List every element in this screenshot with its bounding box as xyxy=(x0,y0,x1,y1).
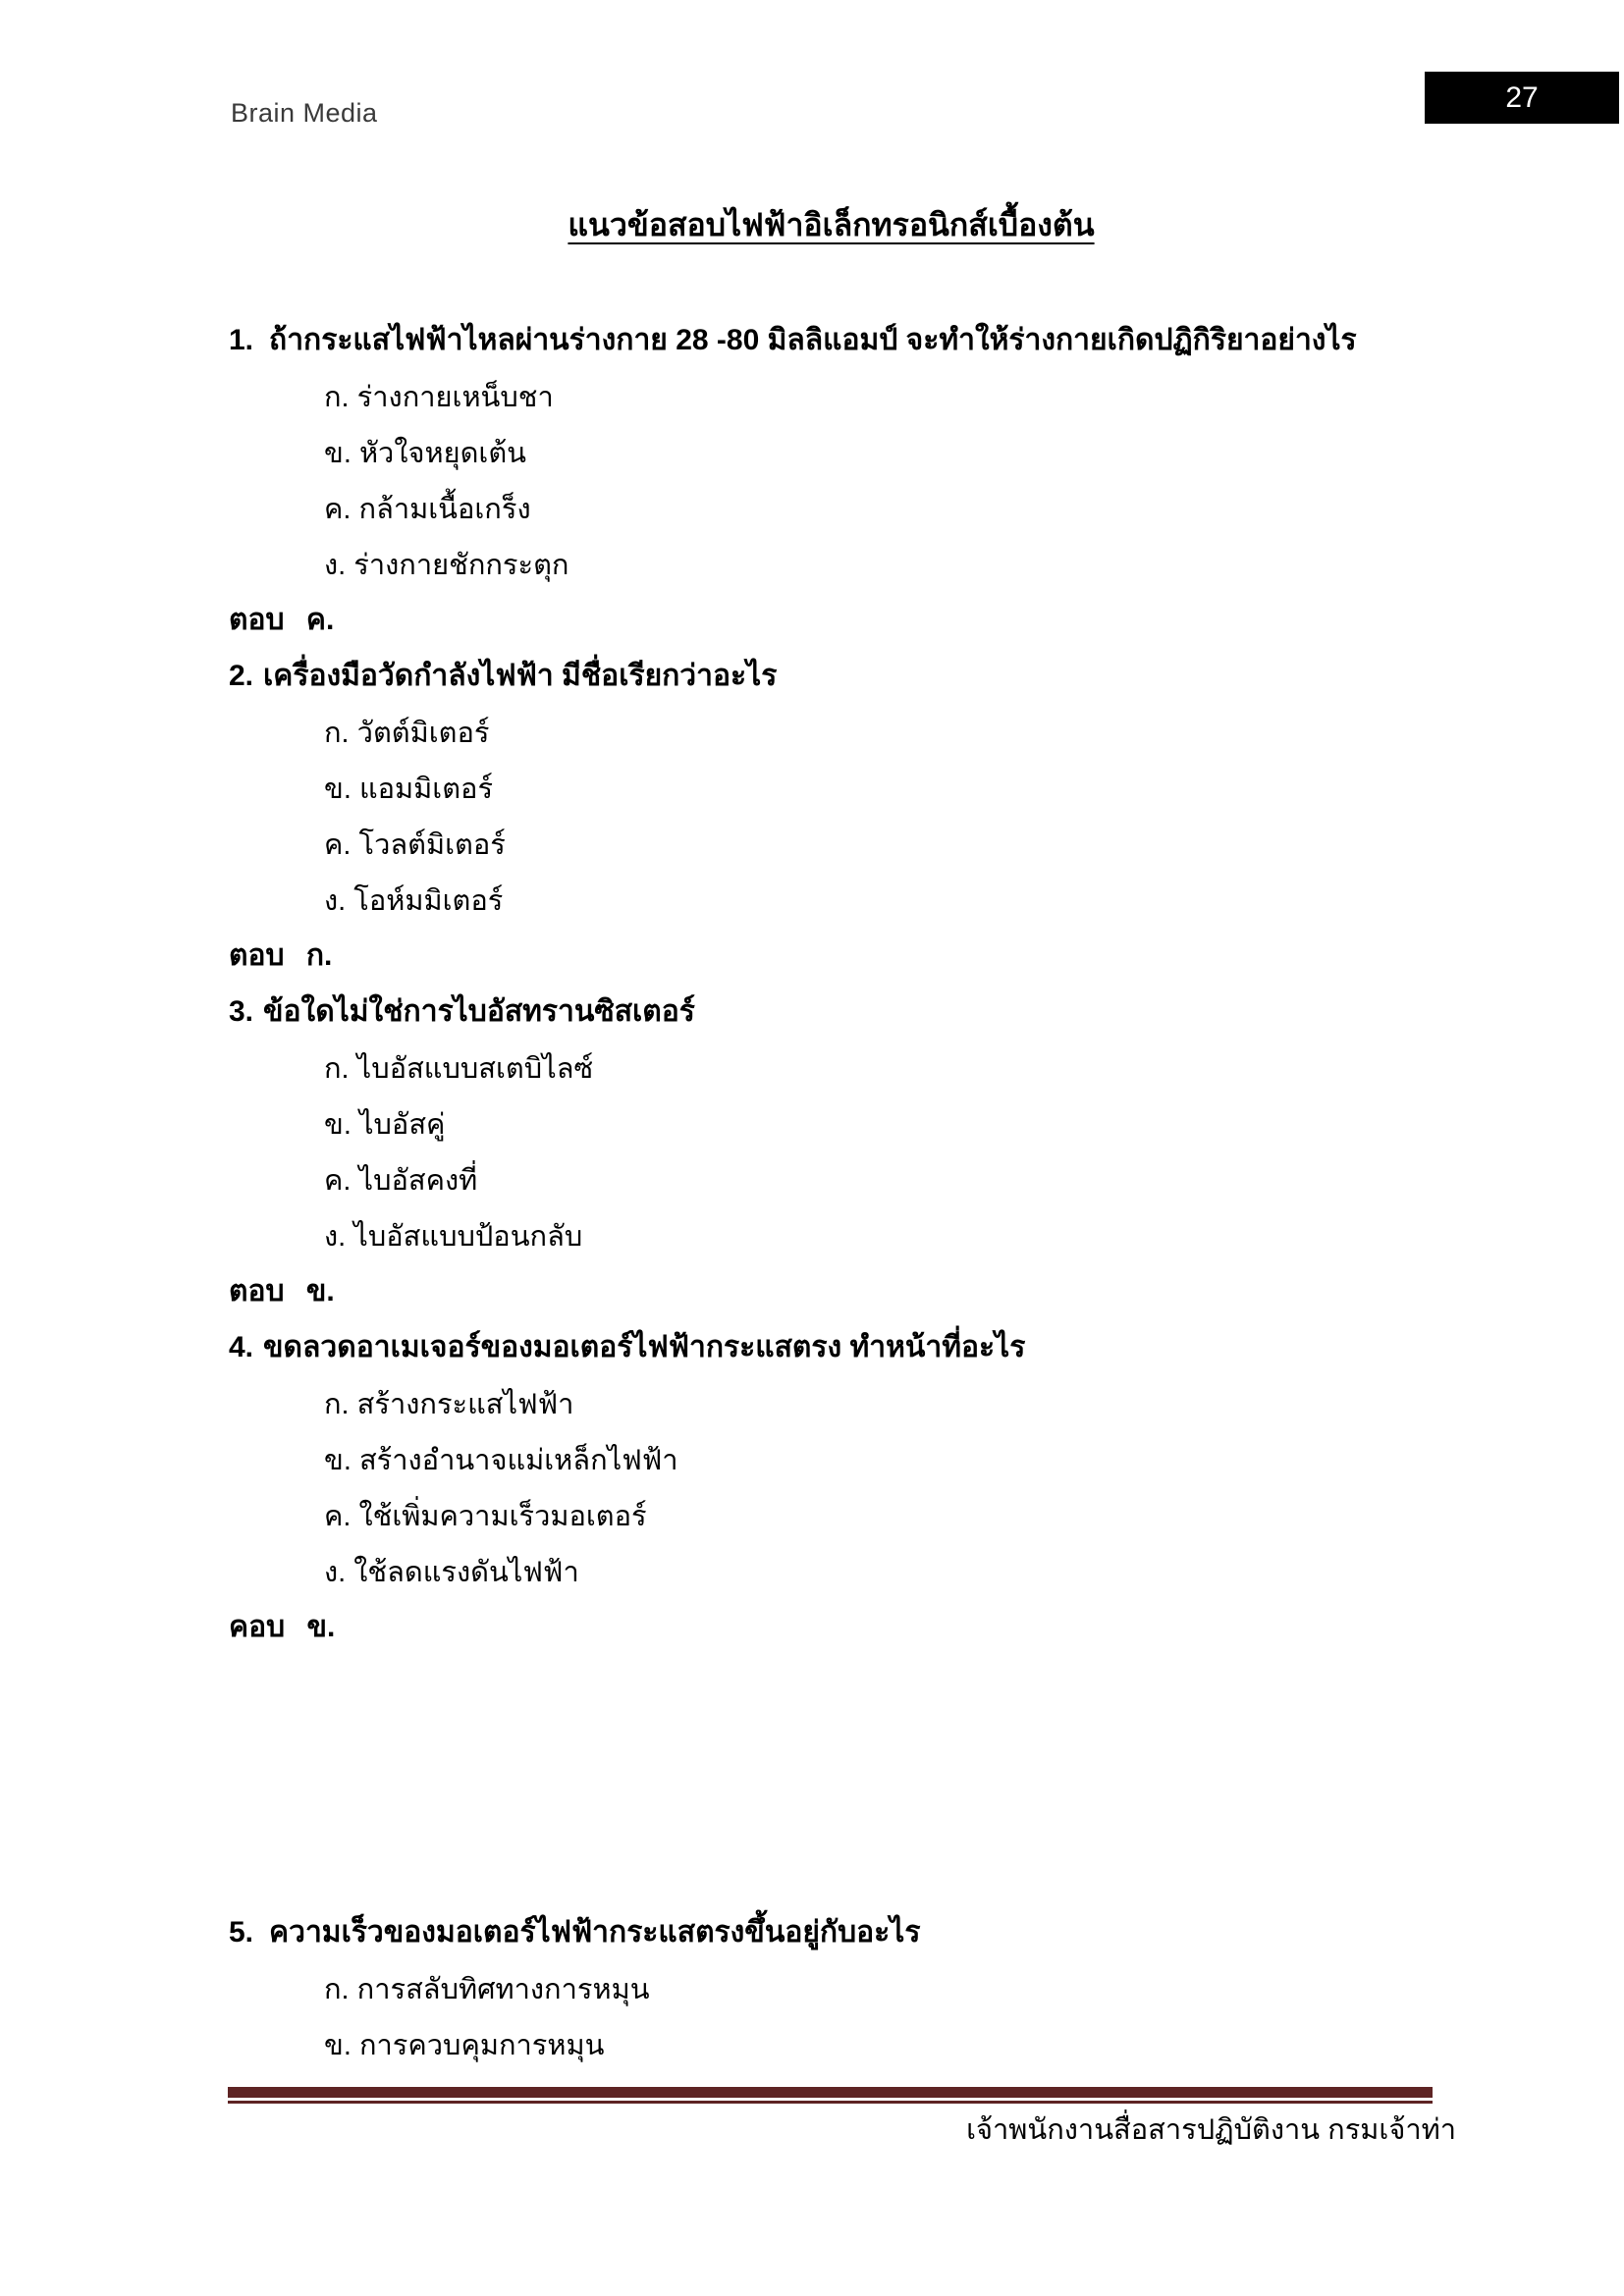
question-header xyxy=(229,648,1436,704)
questions-list xyxy=(229,312,1436,2072)
question-number: 4. xyxy=(229,1330,254,1363)
choice-item: ข. ไบอัสคู่ xyxy=(324,1108,446,1141)
answer-text: ตอบ ค. xyxy=(229,604,335,636)
choice-item: ง. ใช้ลดแรงดันไฟฟ้า xyxy=(324,1556,579,1588)
choice-item: ก. การสลับทิศทางการหมุน xyxy=(324,1973,650,2005)
question-header xyxy=(229,312,1436,368)
choice-item: ก. ร่างกายเหน็บชา xyxy=(324,381,554,413)
answer-text: ตอบ ก. xyxy=(229,939,333,972)
question-text: ความเร็วของมอเตอร์ไฟฟ้ากระแสตรงขึ้นอยู่กับอะไร xyxy=(269,1916,921,1949)
question-number: 2. xyxy=(229,659,254,692)
choice-item: ค. ไบอัสคงที่ xyxy=(324,1164,478,1197)
choice-item: ค. ใช้เพิ่มความเร็วมอเตอร์ xyxy=(324,1500,647,1532)
choice-item: ข. หัวใจหยุดเต้น xyxy=(324,437,527,469)
choice-item: ข. แอมมิเตอร์ xyxy=(324,773,494,805)
question-number: 1. xyxy=(229,323,254,356)
page-number-badge xyxy=(1425,72,1619,124)
answer-text: คอบ ข. xyxy=(229,1611,336,1643)
footer-credit: เจ้าพนักงานสื่อสารปฏิบัติงาน กรมเจ้าท่า xyxy=(966,2114,1456,2146)
choice-item: ก. วัตต์มิเตอร์ xyxy=(324,717,490,749)
question-text: เครื่องมือวัดกำลังไฟฟ้า มีชื่อเรียกว่าอะไร xyxy=(263,660,778,692)
footer-divider-thin-bar xyxy=(228,2101,1433,2104)
question-text: ข้อใดไม่ใช่การไบอัสทรานซิสเตอร์ xyxy=(263,995,695,1028)
question-text: ถ้ากระแสไฟฟ้าไหลผ่านร่างกาย 28 -80 มิลลิแอมป์ จะทำให้ร่างกายเกิดปฏิกิริยาอย่างไร xyxy=(269,324,1357,356)
choice-item: ก. ไบอัสแบบสเตบิไลซ์ xyxy=(324,1052,594,1085)
choice-item: ก. สร้างกระแสไฟฟ้า xyxy=(324,1388,574,1420)
question-text: ขดลวดอาเมเจอร์ของมอเตอร์ไฟฟ้ากระแสตรง ทำหน้าที่อะไร xyxy=(263,1331,1026,1363)
page-number: 27 xyxy=(1505,80,1539,114)
brand-text: Brain Media xyxy=(231,98,378,128)
choice-item: ข. สร้างอำนาจแม่เหล็กไฟฟ้า xyxy=(324,1444,678,1476)
question-header xyxy=(229,1904,1436,1960)
question-number: 3. xyxy=(229,994,254,1028)
choice-item: ค. โวลต์มิเตอร์ xyxy=(324,828,506,861)
question-number: 5. xyxy=(229,1915,254,1949)
answer-text: ตอบ ข. xyxy=(229,1275,335,1308)
footer-divider xyxy=(228,2087,1433,2104)
choice-item: ง. ร่างกายชักกระตุก xyxy=(324,549,569,581)
question-header xyxy=(229,984,1436,1040)
choice-item: ง. ไบอัสแบบป้อนกลับ xyxy=(324,1220,583,1253)
page-title: แนวข้อสอบไฟฟ้าอิเล็กทรอนิกส์เบื้องต้น xyxy=(568,207,1095,242)
choice-item: ง. โอห์มมิเตอร์ xyxy=(324,884,504,917)
footer-divider-thick-bar xyxy=(228,2087,1433,2098)
choice-item: ค. กล้ามเนื้อเกร็ง xyxy=(324,493,531,525)
question-header xyxy=(229,1319,1436,1375)
choice-item: ข. การควบคุมการหมุน xyxy=(324,2029,605,2061)
